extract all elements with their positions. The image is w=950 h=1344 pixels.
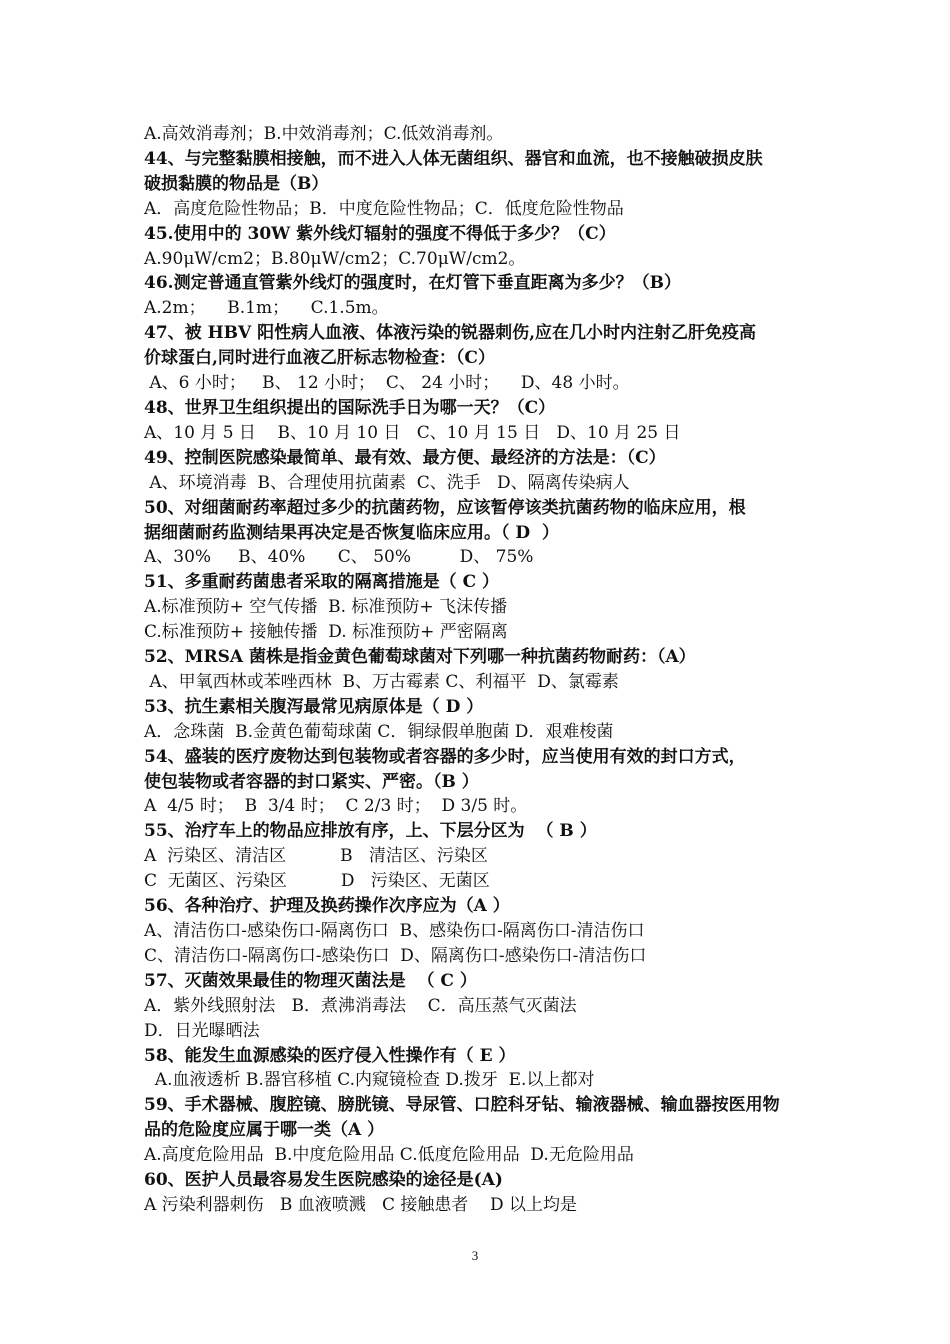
question-text-line: 52、MRSA 菌株是指金黄色葡萄球菌对下列哪一种抗菌药物耐药：（A） — [144, 647, 696, 668]
answer-options-line: A 4/5 时； B 3/4 时； C 2/3 时； D 3/5 时。 — [144, 796, 528, 817]
answer-options-line: A 污染区、清洁区 B 清洁区、污染区 — [144, 846, 488, 867]
answer-options-line: A、环境消毒 B、合理使用抗菌素 C、洗手 D、隔离传染病人 — [144, 472, 630, 493]
answer-options-line: A．高度危险性物品；B．中度危险性物品；C．低度危险性物品 — [144, 198, 624, 219]
answer-options-line: A 污染利器刺伤 B 血液喷溅 C 接触患者 D 以上均是 — [144, 1194, 578, 1215]
question-text-line: 49、控制医院感染最简单、最有效、最方便、最经济的方法是：（C） — [144, 447, 666, 468]
question-text-line: 44、与完整黏膜相接触，而不进入人体无菌组织、器官和血流，也不接触破损皮肤 — [144, 148, 763, 169]
question-text-line: 54、盛装的医疗废物达到包装物或者容器的多少时，应当使用有效的封口方式， — [144, 746, 746, 767]
question-text-line: 59、手术器械、腹腔镜、膀胱镜、导尿管、口腔科牙钻、输液器械、输血器按医用物 — [144, 1095, 780, 1116]
question-text-line: 46.测定普通直管紫外线灯的强度时，在灯管下垂直距离为多少？（B） — [144, 273, 681, 294]
question-text-line: 51、多重耐药菌患者采取的隔离措施是（ C ） — [144, 572, 500, 593]
answer-options-line: A、清洁伤口-感染伤口-隔离伤口 B、感染伤口-隔离伤口-清洁伤口 — [144, 921, 645, 941]
question-text-line: 据细菌耐药监测结果再决定是否恢复临床应用。（ D ） — [144, 522, 559, 543]
question-text-line: 60、医护人员最容易发生医院感染的途径是(A) — [144, 1170, 503, 1191]
answer-options-line: A.90μW/cm2；B.80μW/cm2；C.70μW/cm2。 — [144, 248, 526, 269]
question-text-line: 使包装物或者容器的封口紧实、严密。（B ） — [144, 771, 479, 792]
question-text-line: 品的危险度应属于哪一类（A ） — [144, 1120, 385, 1141]
question-text-line: 55、治疗车上的物品应排放有序，上、下层分区为 （ B ） — [144, 821, 597, 842]
answer-options-line: C、清洁伤口-隔离伤口-感染伤口 D、隔离伤口-感染伤口-清洁伤口 — [144, 945, 647, 966]
answer-options-line: A.高效消毒剂；B.中效消毒剂；C.低效消毒剂。 — [144, 124, 504, 144]
answer-options-line: C 无菌区、污染区 D 污染区、无菌区 — [144, 871, 490, 892]
answer-options-line: C.标准预防+ 接触传播 D. 标准预防+ 严密隔离 — [144, 622, 508, 643]
answer-options-line: A.高度危险用品 B.中度危险用品 C.低度危险用品 D.无危险用品 — [144, 1145, 634, 1166]
answer-options-line: A、6 小时； B、 12 小时； C、 24 小时； D、48 小时。 — [144, 373, 630, 394]
answer-options-line: A.2m； B.1m； C.1.5m。 — [144, 298, 389, 319]
question-text-line: 破损黏膜的物品是（B） — [144, 173, 329, 194]
question-list — [144, 122, 816, 1218]
question-text-line: 53、抗生素相关腹泻最常见病原体是（ D ） — [144, 696, 484, 717]
question-text-line: 价球蛋白,同时进行血液乙肝标志物检查：（C） — [144, 348, 495, 369]
page-number: 3 — [471, 1248, 479, 1263]
question-text-line: 45.使用中的 30W 紫外线灯辐射的强度不得低于多少？（C） — [144, 223, 616, 244]
answer-options-line: A．紫外线照射法 B．煮沸消毒法 C．高压蒸气灭菌法 — [144, 995, 577, 1016]
answer-options-line: A．念珠菌 B.金黄色葡萄球菌 C．铜绿假单胞菌 D．艰难梭菌 — [144, 721, 614, 742]
question-text-line: 58、能发生血源感染的医疗侵入性操作有（ E ） — [144, 1045, 516, 1066]
question-text-line: 57、灭菌效果最佳的物理灭菌法是 （ C ） — [144, 970, 477, 991]
question-text-line: 56、各种治疗、护理及换药操作次序应为（A ） — [144, 896, 510, 917]
answer-options-line: A.标准预防+ 空气传播 B. 标准预防+ 飞沫传播 — [144, 597, 508, 618]
answer-options-line: A.血液透析 B.器官移植 C.内窥镜检查 D.拨牙 E.以上都对 — [144, 1070, 595, 1091]
answer-options-line: A、30% B、40% C、 50% D、 75% — [144, 547, 534, 568]
question-text-line: 50、对细菌耐药率超过多少的抗菌药物，应该暂停该类抗菌药物的临床应用，根 — [144, 497, 746, 518]
question-text-line: 48、世界卫生组织提出的国际洗手日为哪一天？（C） — [144, 397, 556, 418]
answer-options-line: A、甲氧西林或苯唑西林 B、万古霉素 C、利福平 D、氯霉素 — [144, 671, 619, 692]
answer-options-line: A、10 月 5 日 B、10 月 10 日 C、10 月 15 日 D、10 月 25 日 — [144, 422, 681, 443]
answer-options-line: D．日光曝晒法 — [144, 1020, 260, 1041]
question-text-line: 47、被 HBV 阳性病人血液、体液污染的锐器刺伤,应在几小时内注射乙肝免疫高 — [144, 323, 757, 344]
